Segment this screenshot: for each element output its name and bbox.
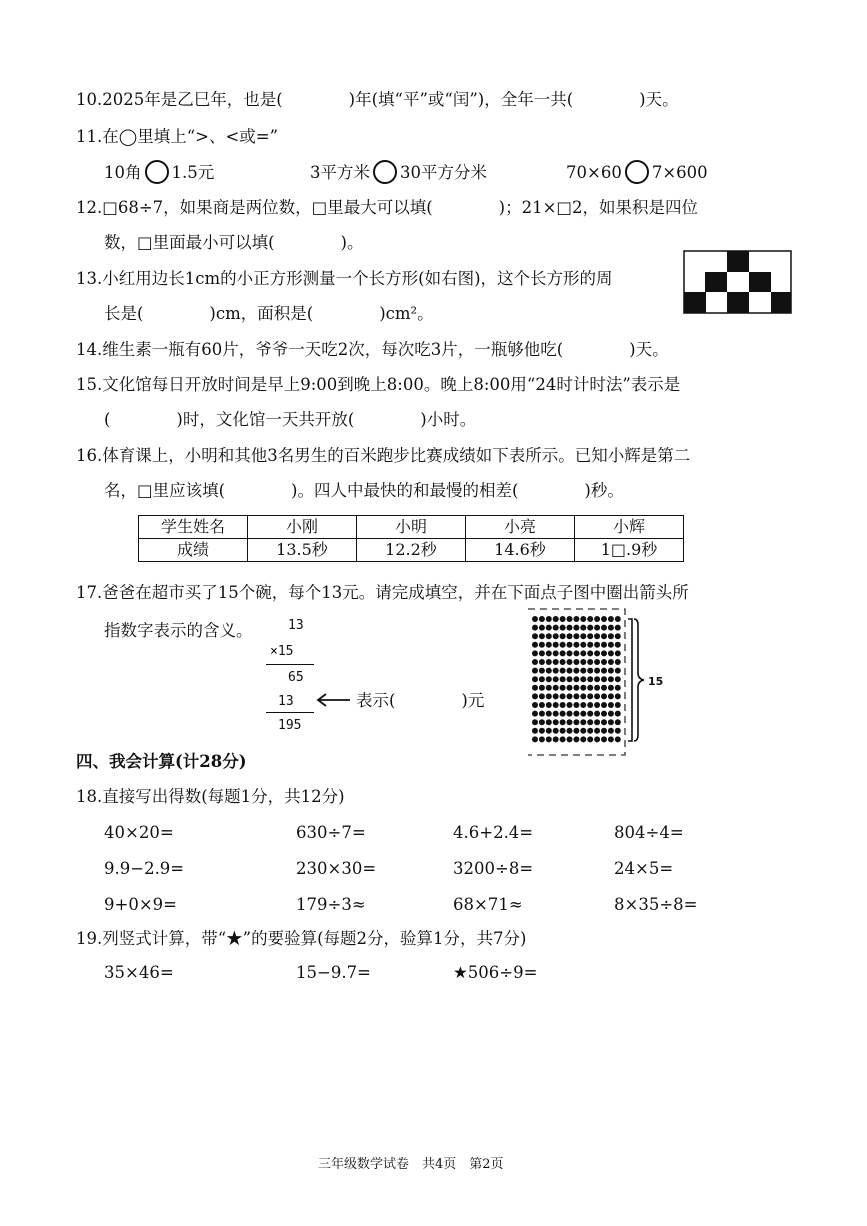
compare-circle[interactable]	[373, 160, 397, 184]
dot	[567, 650, 573, 656]
table-header-cell: 小亮	[466, 516, 575, 539]
dot	[573, 616, 579, 622]
dot	[532, 650, 538, 656]
dot	[608, 719, 614, 725]
calc-item: 9+0×9=	[104, 895, 177, 914]
dot	[567, 693, 573, 699]
dot	[587, 702, 593, 708]
dot	[532, 711, 538, 717]
dot	[601, 676, 607, 682]
question-17-line2: 指数字表示的含义。	[104, 621, 253, 640]
dot	[594, 642, 600, 648]
dot	[546, 659, 552, 665]
dot	[594, 711, 600, 717]
dot	[553, 685, 559, 691]
dot	[615, 616, 621, 622]
section-4-heading: 四、我会计算(计28分)	[76, 752, 247, 771]
dot	[608, 625, 614, 631]
dot	[532, 625, 538, 631]
dot	[601, 728, 607, 734]
dot	[580, 728, 586, 734]
dot	[546, 668, 552, 674]
dot	[553, 702, 559, 708]
dot	[560, 711, 566, 717]
dot	[553, 693, 559, 699]
dot	[539, 736, 545, 742]
dot	[580, 625, 586, 631]
dot	[546, 625, 552, 631]
dot	[553, 736, 559, 742]
page-footer: 三年级数学试卷 共4页 第2页	[318, 1157, 504, 1172]
dot	[567, 616, 573, 622]
dot	[532, 702, 538, 708]
vertical-calc-item: 35×46=	[104, 963, 174, 982]
dot	[546, 650, 552, 656]
dot	[532, 685, 538, 691]
dot	[594, 659, 600, 665]
dot	[594, 685, 600, 691]
table-header-cell: 学生姓名	[139, 516, 248, 539]
dot	[567, 676, 573, 682]
dot	[608, 642, 614, 648]
dot	[580, 676, 586, 682]
dot	[539, 693, 545, 699]
dot	[594, 625, 600, 631]
dot	[615, 650, 621, 656]
dot	[615, 702, 621, 708]
dot	[594, 736, 600, 742]
dot	[546, 711, 552, 717]
dot	[601, 736, 607, 742]
dot	[560, 693, 566, 699]
dot	[553, 616, 559, 622]
dot	[532, 659, 538, 665]
question-19-title: 19.列竖式计算，带“★”的要验算(每题2分，验算1分，共7分)	[76, 929, 527, 948]
calc-item: 24×5=	[614, 859, 674, 878]
question-11: 11.在◯里填上“>、<或=”	[76, 127, 279, 146]
dot	[539, 711, 545, 717]
table-row	[139, 539, 684, 562]
dot	[587, 616, 593, 622]
dot	[539, 685, 545, 691]
dot	[580, 685, 586, 691]
dot	[594, 702, 600, 708]
question-10: 10.2025年是乙巳年，也是( )年(填“平”或“闰”)，全年一共( )天。	[76, 90, 679, 109]
dot	[553, 711, 559, 717]
dot	[587, 728, 593, 734]
dot	[567, 668, 573, 674]
mult-partial-1: 65	[288, 670, 304, 685]
dot	[594, 633, 600, 639]
dot	[553, 719, 559, 725]
dot	[573, 642, 579, 648]
calc-item: 179÷3≈	[296, 895, 366, 914]
dot	[580, 633, 586, 639]
vertical-calc-item: 15−9.7=	[296, 963, 371, 982]
dot	[608, 633, 614, 639]
dot	[546, 616, 552, 622]
dot	[539, 702, 545, 708]
dot	[580, 693, 586, 699]
dot	[560, 676, 566, 682]
question-12-line2: 数，□里面最小可以填( )。	[104, 233, 364, 252]
dot	[601, 719, 607, 725]
dot	[580, 736, 586, 742]
dot	[615, 676, 621, 682]
dot	[594, 676, 600, 682]
question-13-line1: 13.小红用边长1cm的小正方形测量一个长方形(如右图)，这个长方形的周	[76, 269, 613, 288]
dot	[594, 719, 600, 725]
dot	[573, 711, 579, 717]
dot-grid-figure[interactable]	[520, 605, 670, 760]
dot	[539, 616, 545, 622]
mult-partial-2: 13	[278, 694, 294, 709]
dot	[560, 625, 566, 631]
calc-item: 8×35÷8=	[614, 895, 698, 914]
question-15-line1: 15.文化馆每日开放时间是早上9:00到晚上8:00。晚上8:00用“24时计时法”表示是	[76, 375, 681, 394]
dot	[601, 650, 607, 656]
calc-item: 68×71≈	[453, 895, 523, 914]
compare-circle[interactable]	[145, 160, 169, 184]
dot	[608, 693, 614, 699]
dot	[567, 702, 573, 708]
arrow-explanation: 表示( )元	[356, 691, 485, 710]
table-cell: 1□.9秒	[575, 539, 684, 562]
dot	[601, 711, 607, 717]
dot	[587, 659, 593, 665]
dot	[539, 650, 545, 656]
dot	[608, 728, 614, 734]
dot	[608, 650, 614, 656]
dot	[573, 659, 579, 665]
dot	[567, 736, 573, 742]
dot	[601, 702, 607, 708]
dot	[573, 633, 579, 639]
dot	[594, 650, 600, 656]
dot	[539, 719, 545, 725]
dot	[587, 719, 593, 725]
dot	[573, 719, 579, 725]
dot	[608, 685, 614, 691]
dot	[587, 625, 593, 631]
dot	[615, 633, 621, 639]
dot	[587, 676, 593, 682]
dot	[560, 659, 566, 665]
dot	[580, 702, 586, 708]
dot	[532, 719, 538, 725]
dot	[601, 693, 607, 699]
dot	[601, 685, 607, 691]
dot	[580, 642, 586, 648]
dot	[615, 711, 621, 717]
dot	[601, 625, 607, 631]
dot	[601, 668, 607, 674]
dot	[601, 642, 607, 648]
dot	[546, 719, 552, 725]
dot	[608, 659, 614, 665]
dot	[567, 642, 573, 648]
dot-count-label: 15	[648, 675, 664, 688]
dot	[601, 633, 607, 639]
dot	[615, 728, 621, 734]
mult-rule	[266, 712, 314, 713]
dot	[608, 736, 614, 742]
dot	[560, 650, 566, 656]
question-18-title: 18.直接写出得数(每题1分，共12分)	[76, 787, 345, 806]
dot	[601, 616, 607, 622]
table-header-cell: 小刚	[248, 516, 357, 539]
table-cell: 成绩	[139, 539, 248, 562]
dot	[567, 719, 573, 725]
dot	[615, 693, 621, 699]
dot	[560, 702, 566, 708]
dot	[587, 693, 593, 699]
dot	[532, 633, 538, 639]
dot	[573, 685, 579, 691]
dot	[560, 728, 566, 734]
table-row	[139, 516, 684, 539]
mult-result: 195	[278, 718, 302, 733]
calc-item: 630÷7=	[296, 823, 366, 842]
dot	[532, 668, 538, 674]
dot	[546, 736, 552, 742]
calc-item: 4.6+2.4=	[453, 823, 534, 842]
dot	[539, 633, 545, 639]
dot	[560, 719, 566, 725]
dot	[615, 719, 621, 725]
dot	[553, 625, 559, 631]
compare-a: 10角 1.5元	[104, 160, 214, 184]
dot	[539, 728, 545, 734]
dot	[546, 685, 552, 691]
scores-table	[138, 515, 684, 562]
calc-item: 3200÷8=	[453, 859, 534, 878]
dot	[567, 685, 573, 691]
dot	[560, 668, 566, 674]
table-cell: 13.5秒	[248, 539, 357, 562]
calc-item: 804÷4=	[614, 823, 684, 842]
dot	[546, 633, 552, 639]
dot	[615, 625, 621, 631]
calc-item: 230×30=	[296, 859, 377, 878]
dot	[615, 659, 621, 665]
dot	[539, 668, 545, 674]
dot	[567, 659, 573, 665]
dot	[573, 676, 579, 682]
dot	[567, 711, 573, 717]
dot	[615, 736, 621, 742]
dot	[608, 711, 614, 717]
dot	[587, 685, 593, 691]
dot	[587, 736, 593, 742]
dot	[601, 659, 607, 665]
dot	[532, 728, 538, 734]
table-header-cell: 小明	[357, 516, 466, 539]
dot	[532, 616, 538, 622]
dot	[560, 616, 566, 622]
question-14: 14.维生素一瓶有60片，爷爷一天吃2次，每次吃3片，一瓶够他吃( )天。	[76, 340, 669, 359]
calc-item: 40×20=	[104, 823, 174, 842]
dot	[573, 625, 579, 631]
dot	[546, 642, 552, 648]
table-cell: 14.6秒	[466, 539, 575, 562]
question-17-line1: 17.爸爸在超市买了15个碗，每个13元。请完成填空，并在下面点子图中圈出箭头所	[76, 583, 689, 602]
dot	[532, 693, 538, 699]
mult-top: 13	[288, 618, 304, 633]
dot	[580, 668, 586, 674]
dot	[594, 668, 600, 674]
dot	[553, 668, 559, 674]
dot	[587, 642, 593, 648]
mult-second: ×15	[270, 644, 294, 659]
dot	[573, 693, 579, 699]
dot	[587, 650, 593, 656]
dot	[587, 633, 593, 639]
dot	[546, 702, 552, 708]
dot	[594, 616, 600, 622]
dot	[594, 728, 600, 734]
dot	[553, 676, 559, 682]
dot	[573, 702, 579, 708]
dot	[580, 719, 586, 725]
dot	[553, 728, 559, 734]
dot	[553, 633, 559, 639]
dot	[608, 676, 614, 682]
dot	[573, 728, 579, 734]
question-16-line1: 16.体育课上，小明和其他3名男生的百米跑步比赛成绩如下表所示。已知小辉是第二	[76, 446, 691, 465]
question-16-line2: 名，□里应该填( )。四人中最快的和最慢的相差( )秒。	[104, 481, 624, 500]
table-cell: 12.2秒	[357, 539, 466, 562]
rectangle-grid-figure	[683, 250, 793, 315]
dot	[532, 642, 538, 648]
arrow-left-icon	[316, 692, 352, 708]
mult-rule	[266, 664, 314, 665]
question-15-line2: ( )时，文化馆一天共开放( )小时。	[104, 410, 477, 429]
dot	[587, 711, 593, 717]
question-13-line2: 长是( )cm，面积是( )cm²。	[104, 304, 434, 323]
table-header-cell: 小辉	[575, 516, 684, 539]
dot	[553, 659, 559, 665]
question-12-line1: 12.□68÷7，如果商是两位数，□里最大可以填( )；21×□2，如果积是四位	[76, 198, 699, 217]
dot	[560, 633, 566, 639]
dot	[580, 616, 586, 622]
dot	[580, 650, 586, 656]
dot	[594, 693, 600, 699]
dot	[608, 668, 614, 674]
dot	[539, 625, 545, 631]
dot	[560, 736, 566, 742]
dot	[546, 728, 552, 734]
compare-c: 70×60 7×600	[566, 160, 708, 184]
dot	[615, 668, 621, 674]
dot	[560, 685, 566, 691]
dot	[608, 702, 614, 708]
dot	[532, 736, 538, 742]
dot	[608, 616, 614, 622]
dot	[573, 668, 579, 674]
dot	[539, 659, 545, 665]
vertical-calc-item: ★506÷9=	[453, 963, 538, 982]
dot	[539, 642, 545, 648]
calc-item: 9.9−2.9=	[104, 859, 185, 878]
dot	[573, 736, 579, 742]
dot	[546, 693, 552, 699]
dot	[567, 728, 573, 734]
dot	[615, 685, 621, 691]
dot	[615, 642, 621, 648]
dot	[546, 676, 552, 682]
compare-circle[interactable]	[625, 160, 649, 184]
dot	[567, 625, 573, 631]
compare-b: 3平方米 30平方分米	[310, 160, 487, 184]
dot	[539, 676, 545, 682]
dot	[532, 676, 538, 682]
dot	[580, 659, 586, 665]
dot	[580, 711, 586, 717]
dot	[560, 642, 566, 648]
dot	[553, 642, 559, 648]
dot	[587, 668, 593, 674]
dot	[567, 633, 573, 639]
dot	[553, 650, 559, 656]
dot	[573, 650, 579, 656]
